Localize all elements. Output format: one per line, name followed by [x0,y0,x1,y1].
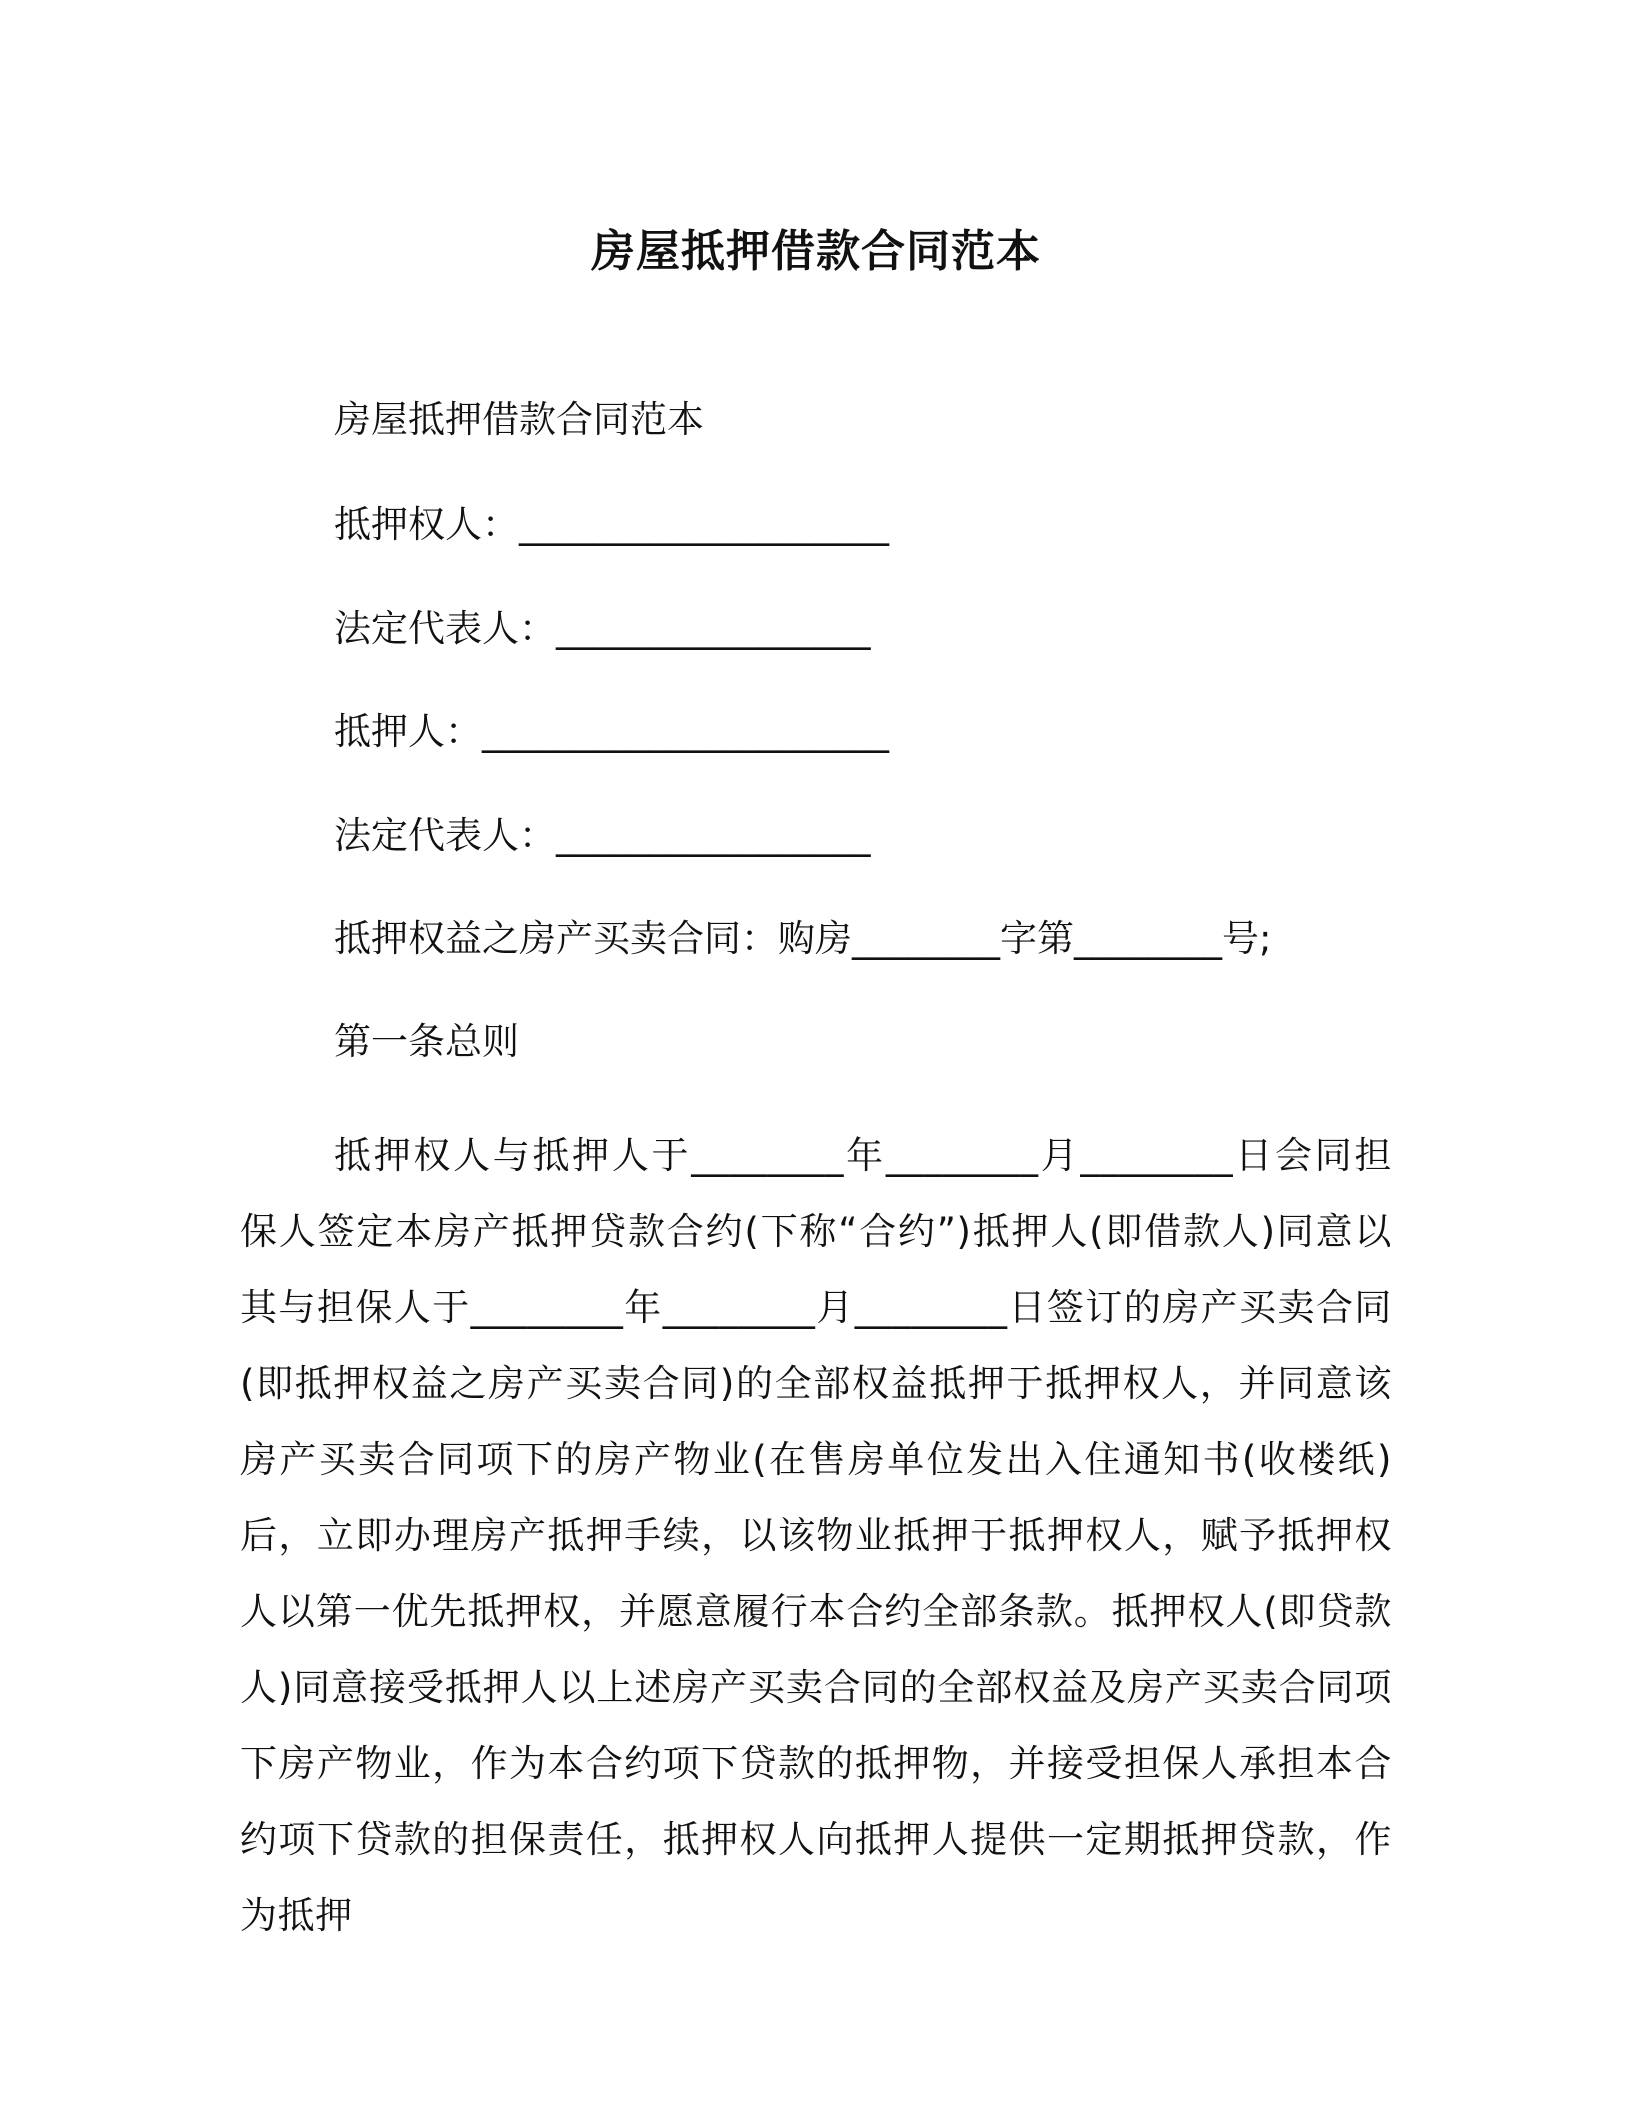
section-heading: 第一条总则 [334,1020,519,1063]
mortgagor-field: 抵押人：______________________ [334,710,889,753]
body-paragraph: 抵押权人与抵押人于________年________月________日会同担保人签定本房产抵押贷款合约(下称“合约”)抵押人(即借款人)同意以其与担保人于________年________月________日签订的房产买卖合同(即抵押权益之房产买卖合同)的全部权益抵押于抵押权人，并同意该房产买卖合同项下的房产物业(在售房单位发出入住通知书(收楼纸)后，立即办理房产抵押手续，以该物业抵押于抵押权人，赋予抵押权人以第一优先抵押权，并愿意履行本合约全部条款。抵押权人(即贷款人)同意接受抵押人以上述房产买卖合同的全部权益及房产买卖合同项下房产物业，作为本合约项下贷款的抵押物，并接受担保人承担本合约项下贷款的担保责任，抵押权人向抵押人提供一定期抵押贷款，作为抵押 [240,1134,1393,1937]
document-subtitle: 房屋抵押借款合同范本 [334,398,704,441]
mortgagee-representative-field: 法定代表人：_________________ [334,607,871,650]
mortgagor-representative-field: 法定代表人：_________________ [334,814,871,857]
contract-number-field: 抵押权益之房产买卖合同：购房________字第________号; [334,917,1272,960]
mortgagee-field: 抵押权人：____________________ [334,503,889,546]
document-title: 房屋抵押借款合同范本 [591,226,1041,277]
